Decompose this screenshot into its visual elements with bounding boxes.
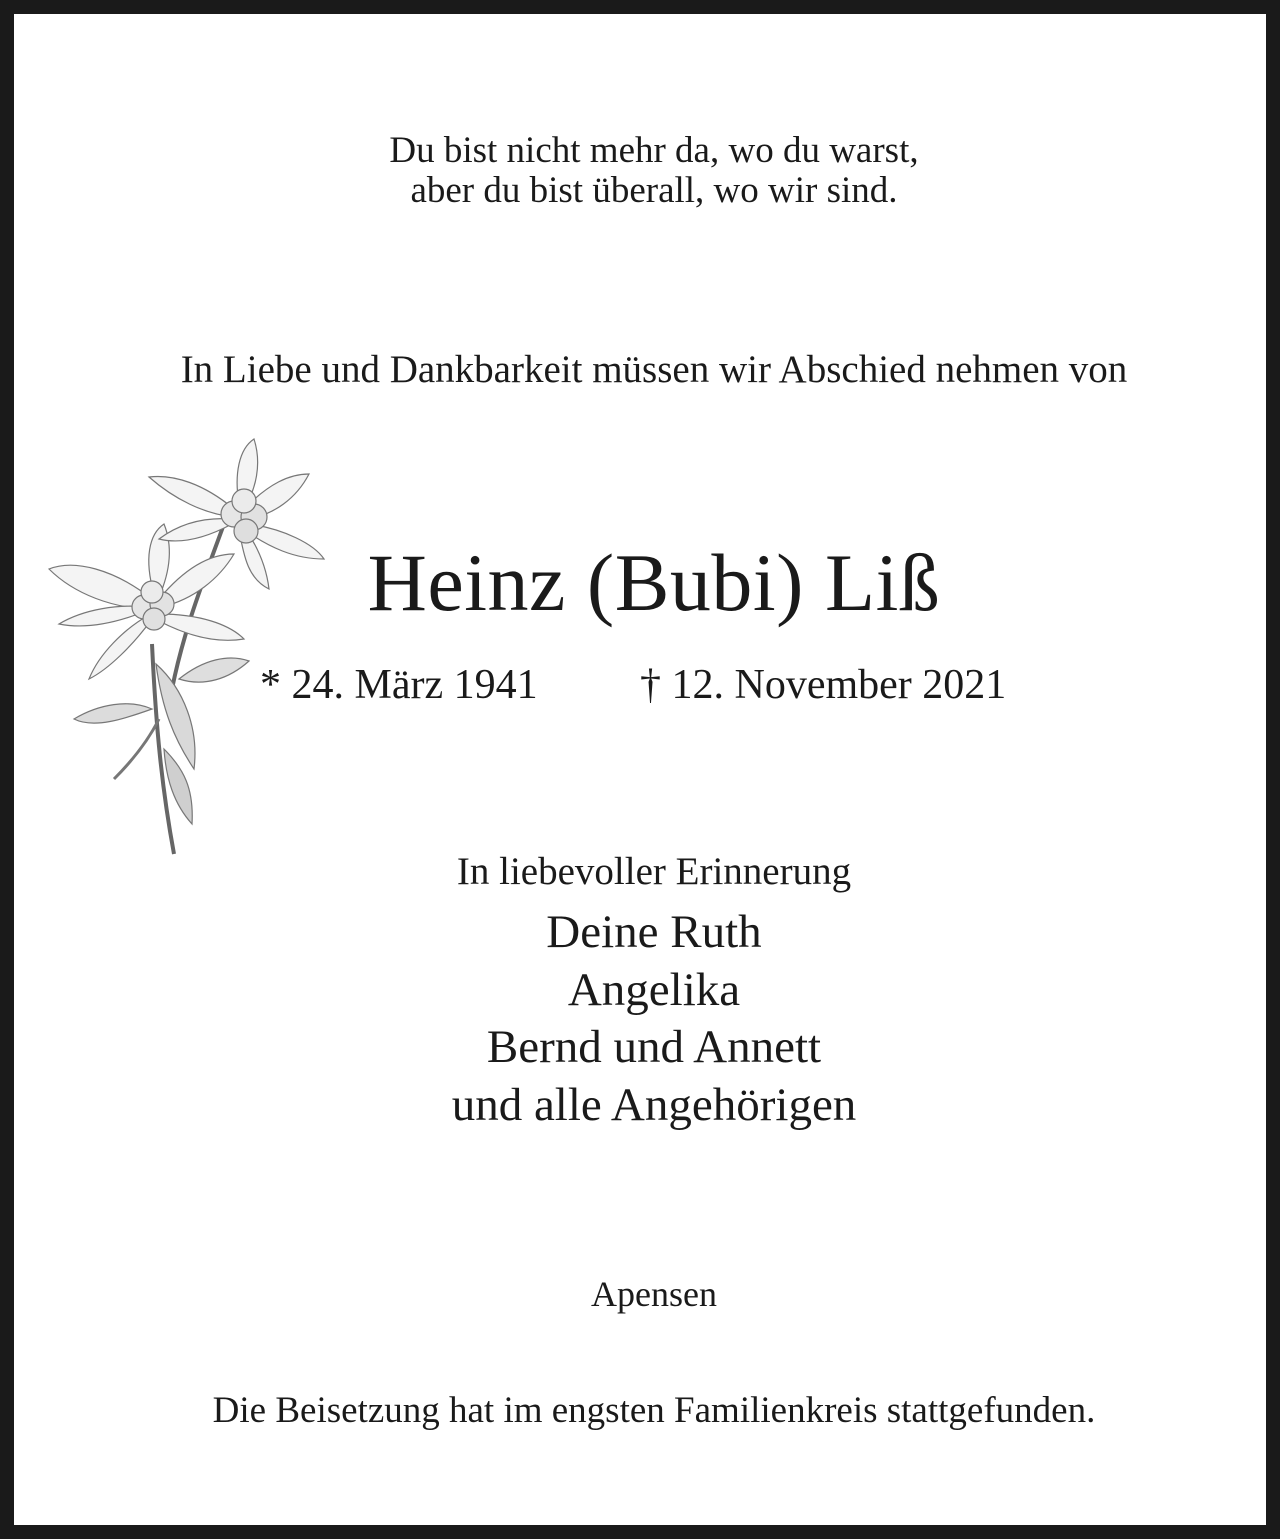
mourner-3: Bernd und Annett (486, 1021, 822, 1073)
edelweiss-flower-icon (34, 429, 334, 859)
mourner-2: Angelika (567, 964, 741, 1016)
burial-note: Die Beisetzung hat im engsten Familienkreis stattgefunden. (212, 1390, 1096, 1431)
quote-line-2: aber du bist überall, wo wir sind. (410, 170, 898, 211)
deceased-name: Heinz (Bubi) Liß (367, 537, 941, 628)
death-date: † 12. November 2021 (640, 662, 1007, 708)
memory-text: In liebevoller Erinnerung (456, 850, 852, 893)
place-text: Apensen (591, 1274, 717, 1314)
mourner-4: und alle Angehörigen (451, 1079, 857, 1131)
birth-date: * 24. März 1941 (260, 662, 538, 708)
quote-line-1: Du bist nicht mehr da, wo du warst, (389, 130, 919, 171)
intro-text: In Liebe und Dankbarkeit müssen wir Abschied nehmen von (180, 348, 1128, 391)
mourner-1: Deine Ruth (546, 906, 762, 958)
